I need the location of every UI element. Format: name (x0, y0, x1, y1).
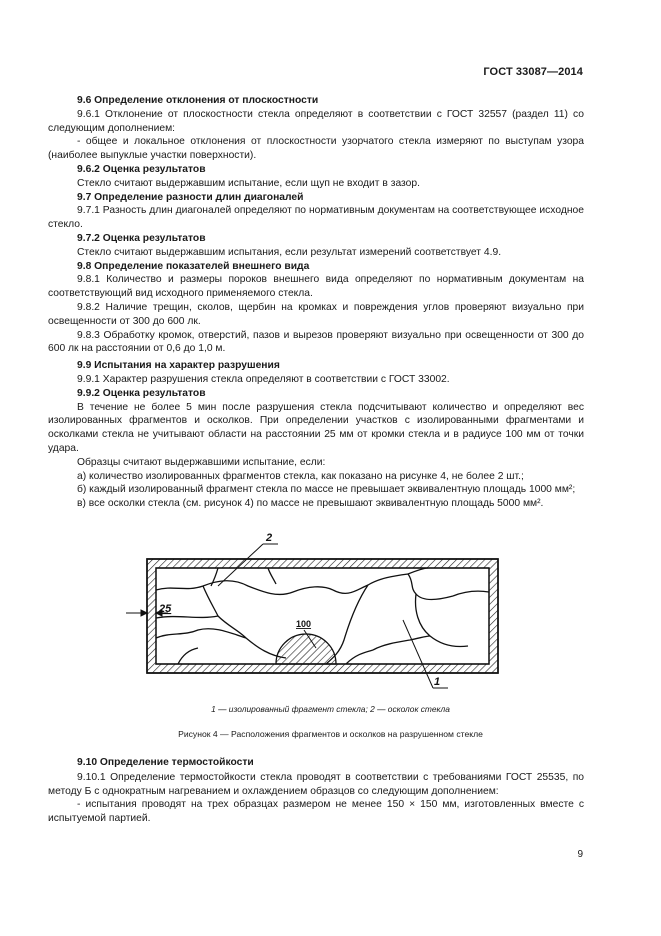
document-body-continued (48, 756, 584, 826)
section-heading: 9.7 Определение разности длин диагоналей (77, 191, 304, 203)
paragraph: 9.10.1 Определение термостойкости стекла проводят в соответствии с требованиями ГОСТ 25535, по методу Б с однократным нагреванием и охлаждением образцов со следующим дополнением: (48, 771, 584, 797)
label-25: 25 (159, 603, 172, 615)
figure-caption: Рисунок 4 — Расположения фрагментов и осколков на разрушенном стекле (178, 729, 483, 739)
paragraph: 9.8.2 Наличие трещин, сколов, щербин на кромках и повреждения углов проверяют визуально при освещенности от 300 до 600 лк. (48, 301, 584, 327)
section-heading: 9.6 Определение отклонения от плоскостности (77, 95, 319, 106)
document-body (48, 94, 584, 511)
list-item: - общее и локальное отклонения от плоскостности узорчатого стекла измеряют по выступам узора (наиболее выпуклые участки поверхности). (48, 136, 584, 162)
figure-4-diagram (118, 530, 518, 690)
label-2: 2 (266, 532, 273, 544)
paragraph: Стекло считают выдержавшим испытания, если результат измерений соответствует 4.9. (77, 246, 502, 258)
subsection-heading: 9.6.2 Оценка результатов (77, 163, 206, 175)
paragraph: 9.6.1 Отклонение от плоскостности стекла определяют в соответствии с ГОСТ 32557 (раздел 11) со следующим дополнением: (48, 108, 584, 134)
subsection-heading: 9.9.2 Оценка результатов (77, 387, 206, 399)
figure-legend: 1 — изолированный фрагмент стекла; 2 — осколок стекла (211, 704, 450, 714)
list-item: в) все осколки стекла (см. рисунок 4) по массе не превышают эквивалентную площадь 5000 мм². (77, 498, 544, 510)
paragraph: 9.8.1 Количество и размеры пороков внешнего вида определяют по нормативным документам на соответствующий вид исходного применяемого стекла. (48, 274, 584, 300)
label-100: 100 (296, 619, 312, 629)
page-number: 9 (577, 849, 583, 860)
impact-zone (276, 634, 336, 664)
label-1: 1 (434, 676, 441, 688)
section-heading: 9.8 Определение показателей внешнего вида (77, 260, 310, 272)
paragraph: Образцы считают выдержавшими испытание, если: (77, 456, 326, 468)
section-heading: 9.10 Определение термостойкости (77, 757, 254, 768)
paragraph: 9.7.1 Разность длин диагоналей определяют по нормативным документам на соответствующее исходное стекло. (48, 205, 584, 231)
standard-number: ГОСТ 33087—2014 (483, 66, 583, 78)
leader-1 (403, 620, 448, 688)
list-item: - испытания проводят на трех образцах размером не менее 150 × 150 мм, изготовленных вместе с испытуемой партией. (48, 799, 584, 825)
paragraph: Стекло считают выдержавшим испытание, если щуп не входит в зазор. (77, 177, 420, 189)
list-item: б) каждый изолированный фрагмент стекла по массе не превышает эквивалентную площадь 1000 мм²; (77, 484, 576, 496)
paragraph: 9.8.3 Обработку кромок, отверстий, пазов и вырезов проверяют визуально при освещенности от 300 до 600 лк на расстоянии от 0,6 до 1,0 м. (48, 329, 584, 355)
section-heading: 9.9 Испытания на характер разрушения (77, 360, 280, 372)
paragraph: В течение не более 5 мин после разрушения стекла подсчитывают количество и определяют вес изолированных фрагментов и осколков. При определении участков с изолированными фрагментами и осколками стекла не учитывают области на расстоянии 25 мм от кромки стекла и в радиусе 100 мм от точки удара. (48, 401, 584, 454)
paragraph: 9.9.1 Характер разрушения стекла определяют в соответствии с ГОСТ 33002. (77, 373, 450, 385)
list-item: а) количество изолированных фрагментов стекла, как показано на рисунке 4, не более 2 шт.; (77, 470, 524, 482)
subsection-heading: 9.7.2 Оценка результатов (77, 232, 206, 244)
